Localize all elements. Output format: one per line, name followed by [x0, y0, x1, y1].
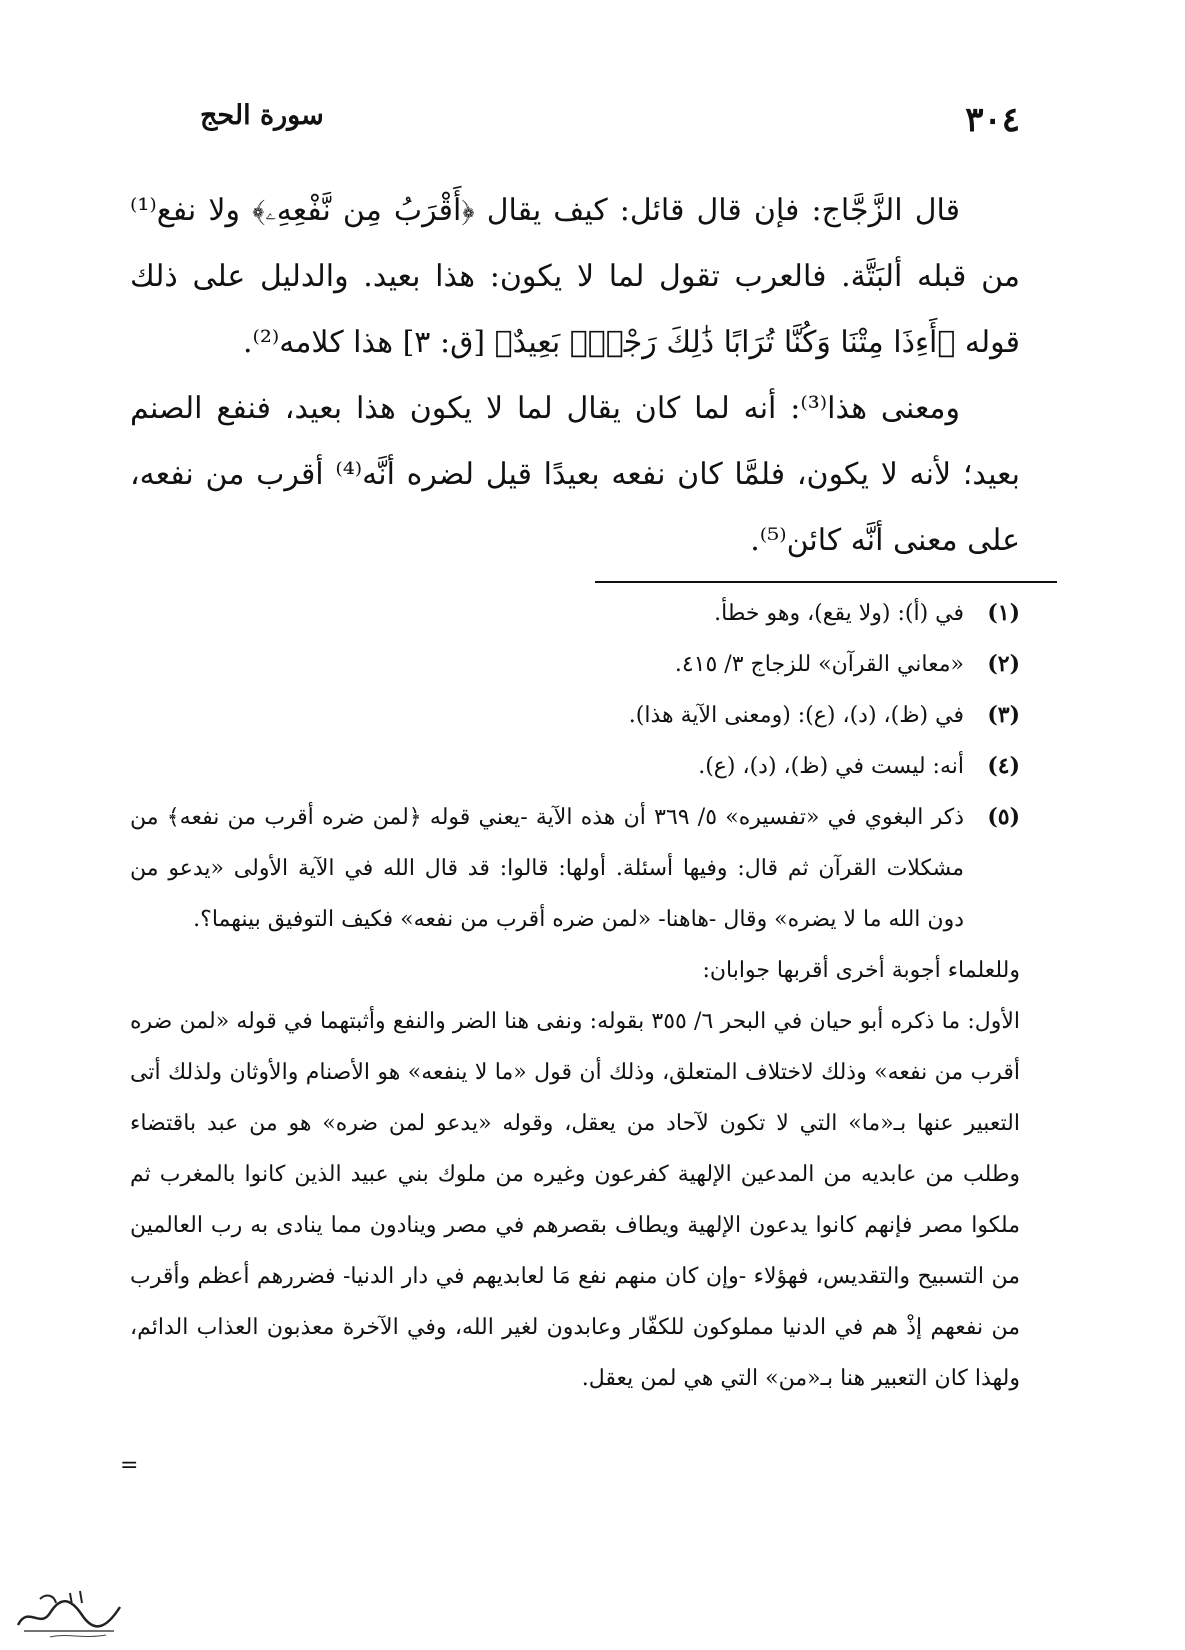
footnotes [130, 588, 1020, 1404]
footnote-text: أنه: ليست في (ظ)، (د)، (ع). [698, 754, 964, 779]
main-paragraph: ومعنى هذا⁽³⁾: أنه لما كان يقال لما لا يكون هذا بعيد، فنفع الصنم بعيد؛ لأنه لا يكون، فلمَّا كان نفعه بعيدًا قيل لضره أنَّه⁽⁴⁾ أقرب من نفعه، على معنى أنَّه كائن⁽⁵⁾. [130, 391, 1021, 558]
footnote-number: (٤) [987, 753, 1020, 779]
footnote-text: في (أ): (ولا يقع)، وهو خطأ. [714, 601, 964, 626]
footnote-continuation [130, 945, 1020, 996]
footnote [130, 741, 1020, 792]
footnote-number: (٢) [987, 651, 1020, 677]
footnote-number: (٣) [987, 702, 1020, 728]
page-number: ٣٠٤ [965, 100, 1020, 140]
footnote-number: (٥) [987, 804, 1020, 830]
main-paragraph: قال الزَّجَّاج: فإن قال قائل: كيف يقال ﴿أَقْرَبُ مِن نَّفْعِهِۦ﴾ ولا نفع⁽¹⁾ من قبله ألبَتَّة. فالعرب تقول لما لا يكون: هذا بعيد. والدليل على ذلك قوله ﴿أَءِذَا مِتْنَا وَكُنَّا تُرَابًا ذَٰلِكَ رَجْعٌۢ بَعِيدٌ﴾ [ق: ٣] هذا كلامه⁽²⁾. [130, 193, 1020, 360]
library-stamp-icon [10, 1585, 130, 1641]
footnote [130, 639, 1020, 690]
surah-title: سورة الحج [200, 100, 324, 131]
footnote-text: «معاني القرآن» للزجاج ٣/ ٤١٥. [674, 652, 964, 677]
page-header [200, 100, 1020, 150]
footnote-text: وللعلماء أجوبة أخرى أقربها جوابان: [702, 958, 1020, 983]
footnote-separator [595, 581, 1057, 583]
footnote-text: الأول: ما ذكره أبو حيان في البحر ٦/ ٣٥٥ بقوله: ونفى هنا الضر والنفع وأثبتهما في قوله «لمن ضره أقرب من نفعه» وذلك لاختلاف المتعلق، وذلك أن قول «ما لا ينفعه» هو الأصنام والأوثان ولذلك أتى التعبير عنها بـ«ما» التي لا تكون لآحاد من يعقل، وقوله «يدعو لمن ضره» هو من عبد باقتضاء وطلب من عابديه من المدعين الإلهية كفرعون وغيره من ملوك بني عبيد الذين كانوا بالمغرب ثم ملكوا مصر فإنهم كانوا يدعون الإلهية ويطاف بقصرهم في مصر وينادون مما ينادى به رب العالمين من التسبيح والتقديس، فهؤلاء -وإن كان منهم نفع مَا لعابديهم في دار الدنيا- فضررهم أعظم وأقرب من نفعهم إذْ هم في الدنيا مملوكون للكفّار وعابدون لغير الله، وفي الآخرة معذبون العذاب الدائم، ولهذا كان التعبير هنا بـ«من» التي هي لمن يعقل. [130, 1009, 1020, 1391]
footnote-number: (١) [987, 600, 1020, 626]
footnote [130, 588, 1020, 639]
footnote-text: ذكر البغوي في «تفسيره» ٥/ ٣٦٩ أن هذه الآية -يعني قوله ﴿لمن ضره أقرب من نفعه﴾ من مشكلات القرآن ثم قال: وفيها أسئلة. أولها: قالوا: قد قال الله في الآية الأولى «يدعو من دون الله ما لا يضره» وقال -هاهنا- «لمن ضره أقرب من نفعه» فكيف التوفيق بينهما؟. [130, 805, 965, 932]
footnote-continuation [130, 996, 1020, 1404]
main-text [130, 178, 1020, 574]
footnote [130, 690, 1020, 741]
footnote-text: في (ظ)، (د)، (ع): (ومعنى الآية هذا). [628, 703, 964, 728]
footnote [130, 792, 1020, 945]
continuation-mark: = [120, 1453, 139, 1478]
